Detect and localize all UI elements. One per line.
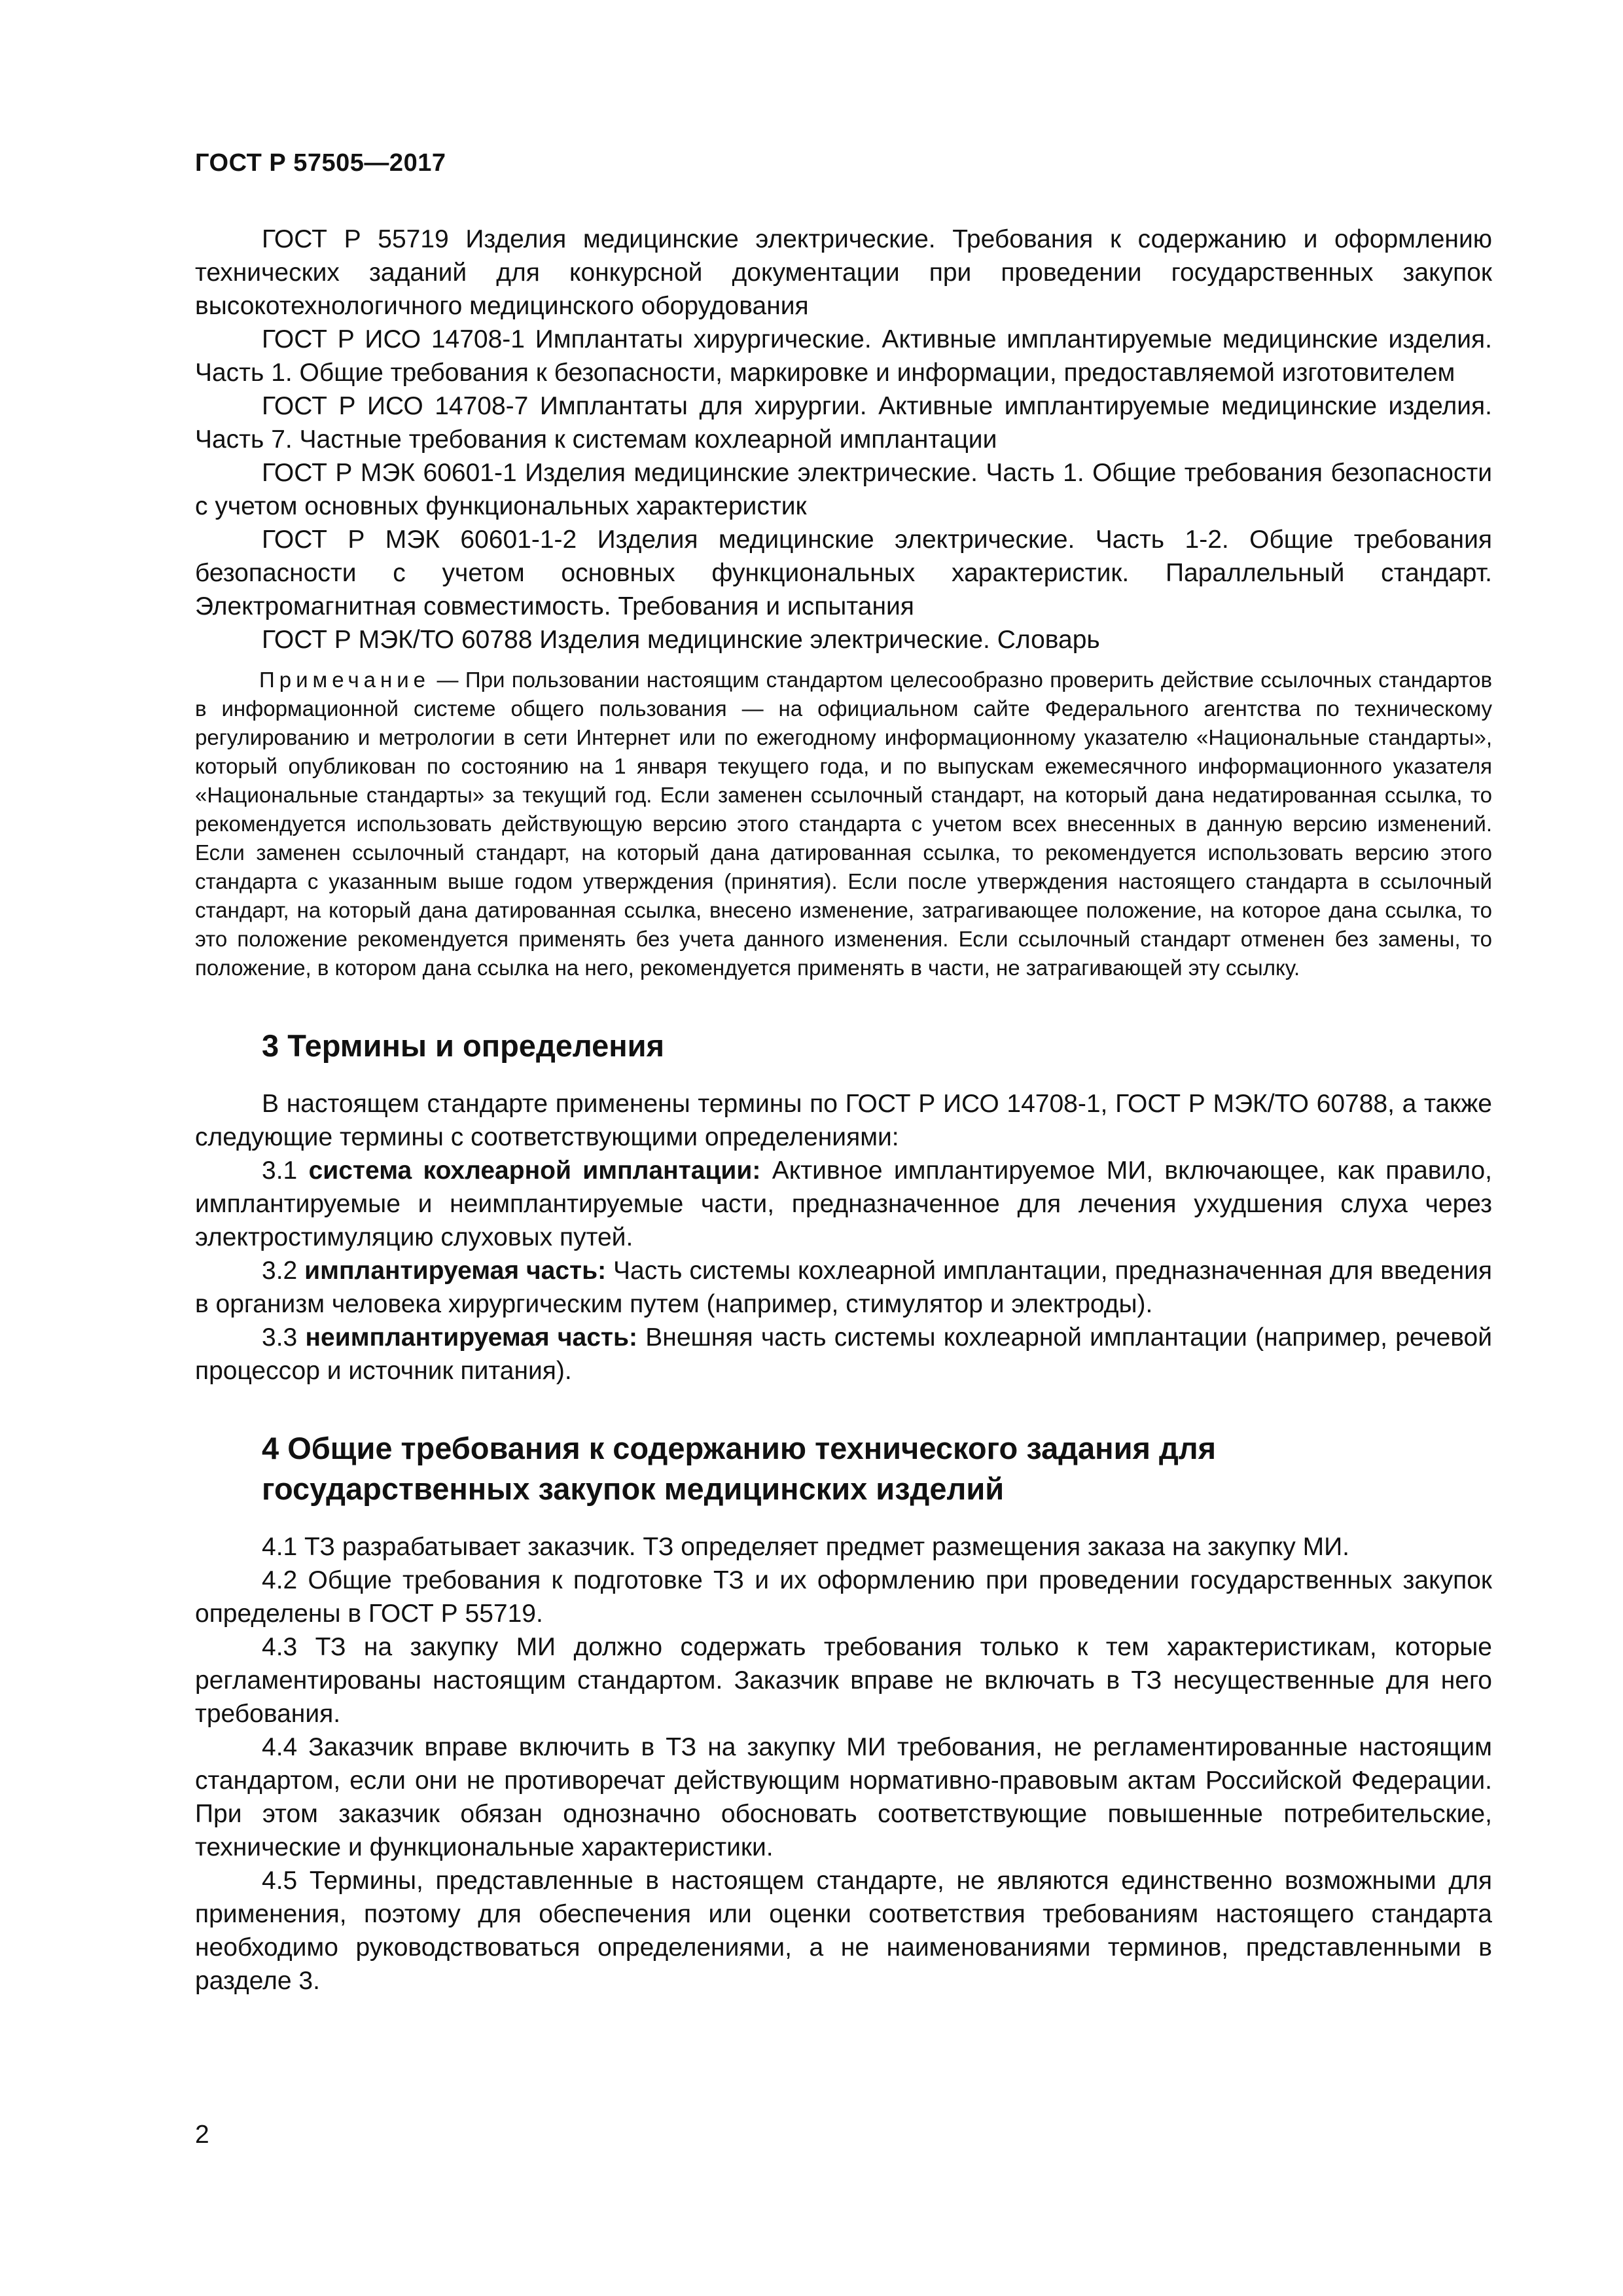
reference-item: ГОСТ Р МЭК 60601-1-2 Изделия медицинские электрические. Часть 1-2. Общие требования безопасности с учетом основных функциональных характеристик. Параллельный стандарт. Электромагнитная совместимость. Требования и испытания (195, 526, 1492, 620)
term-number: 3.1 (262, 1157, 298, 1185)
term-number: 3.3 (262, 1323, 298, 1352)
requirement-item: 4.4 Заказчик вправе включить в ТЗ на закупку МИ требования, не регламентированные настоящим стандартом, если они не противоречат действующим нормативно-правовым актам Российской Федерации. При этом заказчик обязан однозначно обосновать соответствующие повышенные потребительские, технические и функциональные характеристики. (195, 1733, 1492, 1861)
term-number: 3.2 (262, 1257, 298, 1285)
reference-item: ГОСТ Р 55719 Изделия медицинские электрические. Требования к содержанию и оформлению технических заданий для конкурсной документации при проведении государственных закупок высокотехнологичного медицинского оборудования (195, 225, 1492, 320)
term-definition (195, 1154, 1492, 1254)
term-text: Часть системы кохлеарной имплантации, предназначенная для введения в организм человека хирургическим путем (например, стимулятор и электроды). (195, 1257, 1493, 1318)
section-4-title (262, 1428, 1492, 1509)
reference-item: ГОСТ Р МЭК/ТО 60788 Изделия медицинские электрические. Словарь (262, 626, 1100, 654)
requirement-item: 4.5 Термины, представленные в настоящем стандарте, не являются единственно возможными для применения, поэтому для обеспечения или оценки соответствия требованиям настоящего стандарта необходимо руководствоваться определениями, а не наименованиями терминов, представленными в разделе 3. (195, 1867, 1492, 1995)
requirement-item: 4.1 ТЗ разрабатывает заказчик. ТЗ определяет предмет размещения заказа на закупку МИ. (262, 1533, 1349, 1561)
section-4-title-line-1: 4 Общие требования к содержанию технического задания для (262, 1431, 1217, 1465)
section-3-intro: В настоящем стандарте применены термины по ГОСТ Р ИСО 14708-1, ГОСТ Р МЭК/ТО 60788, а также следующие термины с соответствующими определениями: (195, 1090, 1492, 1151)
document-body (195, 223, 1492, 1998)
term-name: неимплантируемая часть: (305, 1323, 637, 1352)
section-4-title-line-2: государственных закупок медицинских изделий (262, 1471, 1005, 1506)
reference-item: ГОСТ Р ИСО 14708-1 Имплантаты хирургические. Активные имплантируемые медицинские изделия. Часть 1. Общие требования к безопасности, маркировке и информации, предоставляемой изготовителем (195, 325, 1492, 387)
page-number: 2 (195, 2121, 209, 2149)
term-name: имплантируемая часть: (304, 1257, 607, 1285)
term-definition (195, 1254, 1492, 1321)
reference-item: ГОСТ Р МЭК 60601-1 Изделия медицинские электрические. Часть 1. Общие требования безопасности с учетом основных функциональных характеристик (195, 459, 1492, 520)
requirement-item: 4.3 ТЗ на закупку МИ должно содержать требования только к тем характеристикам, которые регламентированы настоящим стандартом. Заказчик вправе не включать в ТЗ несущественные для него требования. (195, 1633, 1492, 1728)
document-header: ГОСТ Р 57505—2017 (195, 149, 446, 177)
requirement-item: 4.2 Общие требования к подготовке ТЗ и их оформлению при проведении государственных закупок определены в ГОСТ Р 55719. (195, 1566, 1492, 1628)
term-definition (195, 1321, 1492, 1388)
section-3-title: 3 Термины и определения (262, 1028, 664, 1063)
note-label: Примечание (259, 668, 431, 692)
term-text: Активное имплантируемое МИ, включающее, как правило, имплантируемые и неимплантируемые части, предназначенное для лечения ухудшения слуха через электростимуляцию слуховых путей. (195, 1157, 1492, 1251)
reference-item: ГОСТ Р ИСО 14708-7 Имплантаты для хирургии. Активные имплантируемые медицинские изделия. Часть 7. Частные требования к системам кохлеарной имплантации (195, 392, 1492, 454)
note-text: — При пользовании настоящим стандартом целесообразно проверить действие ссылочных стандартов в информационной системе общего пользования — на официальном сайте Федерального агентства по техническому регулированию и метрологии в сети Интернет или по ежегодному информационному указателю «Национальные стандарты», который опубликован по состоянию на 1 января текущего года, и по выпускам ежемесячного информационного указателя «Национальные стандарты» за текущий год. Если заменен ссылочный стандарт, на который дана недатированная ссылка, то рекомендуется использовать действующую версию этого стандарта с учетом всех внесенных в данную версию изменений. Если заменен ссылочный стандарт, на который дана датированная ссылка, то рекомендуется использовать версию этого стандарта с указанным выше годом утверждения (принятия). Если после утверждения настоящего стандарта в ссылочный стандарт, на который дана датированная ссылка, внесено изменение, затрагивающее положение, на которое дана ссылка, то это положение рекомендуется применять без учета данного изменения. Если ссылочный стандарт отменен без замены, то положение, в котором дана ссылка на него, рекомендуется применять в части, не затрагивающей эту ссылку. (195, 668, 1492, 980)
note-block (195, 666, 1492, 982)
term-name: система кохлеарной имплантации: (308, 1157, 761, 1185)
term-text: Внешняя часть системы кохлеарной имплантации (например, речевой процессор и источник питания). (195, 1323, 1493, 1385)
normative-references (195, 223, 1492, 656)
